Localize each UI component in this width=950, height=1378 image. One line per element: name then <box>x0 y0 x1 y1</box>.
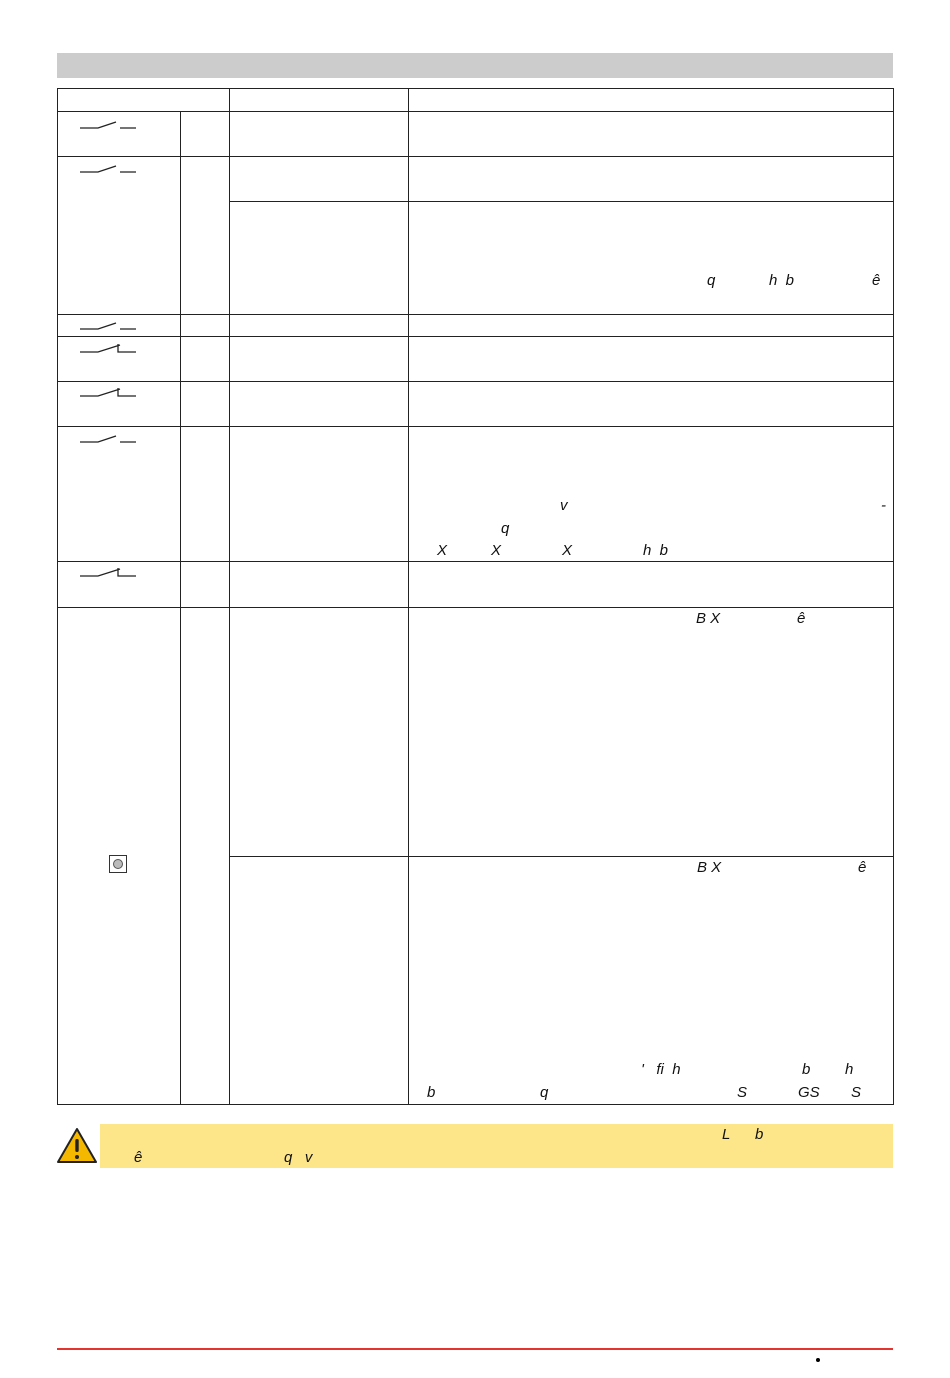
table-text-fragment: ' fi h <box>641 1061 681 1078</box>
table-text-fragment: X <box>562 542 573 559</box>
footer-rule <box>57 1348 893 1350</box>
table-text-fragment: b <box>427 1084 436 1101</box>
table-text-fragment: B X <box>696 610 721 627</box>
table-text-fragment: - <box>881 497 886 514</box>
table-text-fragment: q <box>707 272 716 289</box>
table-text-fragment: ê <box>797 610 806 627</box>
warning-text-fragment: L <box>722 1126 731 1143</box>
section-header-bar <box>57 53 893 78</box>
table-text-fragment: GS <box>798 1084 820 1101</box>
warning-text-fragment: q v <box>284 1149 313 1166</box>
table-text-fragment: h b <box>769 272 795 289</box>
no-contact-icon <box>80 432 136 446</box>
no-contact-icon <box>80 319 136 333</box>
no-contact-icon <box>80 118 136 132</box>
no-contact-icon <box>80 162 136 176</box>
warning-band <box>100 1124 893 1168</box>
table-text-fragment: v <box>560 497 568 514</box>
table-text-fragment: ê <box>872 272 881 289</box>
nc-contact-icon <box>80 342 136 356</box>
table-text-fragment: ê <box>858 859 867 876</box>
table-text-fragment: S <box>851 1084 862 1101</box>
warning-text-fragment: ê <box>134 1149 143 1166</box>
footer-page-dot <box>816 1358 820 1362</box>
table-text-fragment: S <box>737 1084 748 1101</box>
warning-text-fragment: b <box>755 1126 764 1143</box>
nc-contact-icon <box>80 566 136 580</box>
table-text-fragment: q <box>540 1084 549 1101</box>
table-text-fragment: h b <box>643 542 669 559</box>
table-text-fragment: q <box>501 520 510 537</box>
table-text-fragment: b <box>802 1061 811 1078</box>
table-text-fragment: X <box>437 542 448 559</box>
table-text-fragment: h <box>845 1061 854 1078</box>
sensor-input-icon <box>109 855 127 873</box>
table-text-fragment: X <box>491 542 502 559</box>
warning-icon <box>56 1127 98 1165</box>
table-text-fragment: B X <box>697 859 722 876</box>
nc-contact-icon <box>80 386 136 400</box>
